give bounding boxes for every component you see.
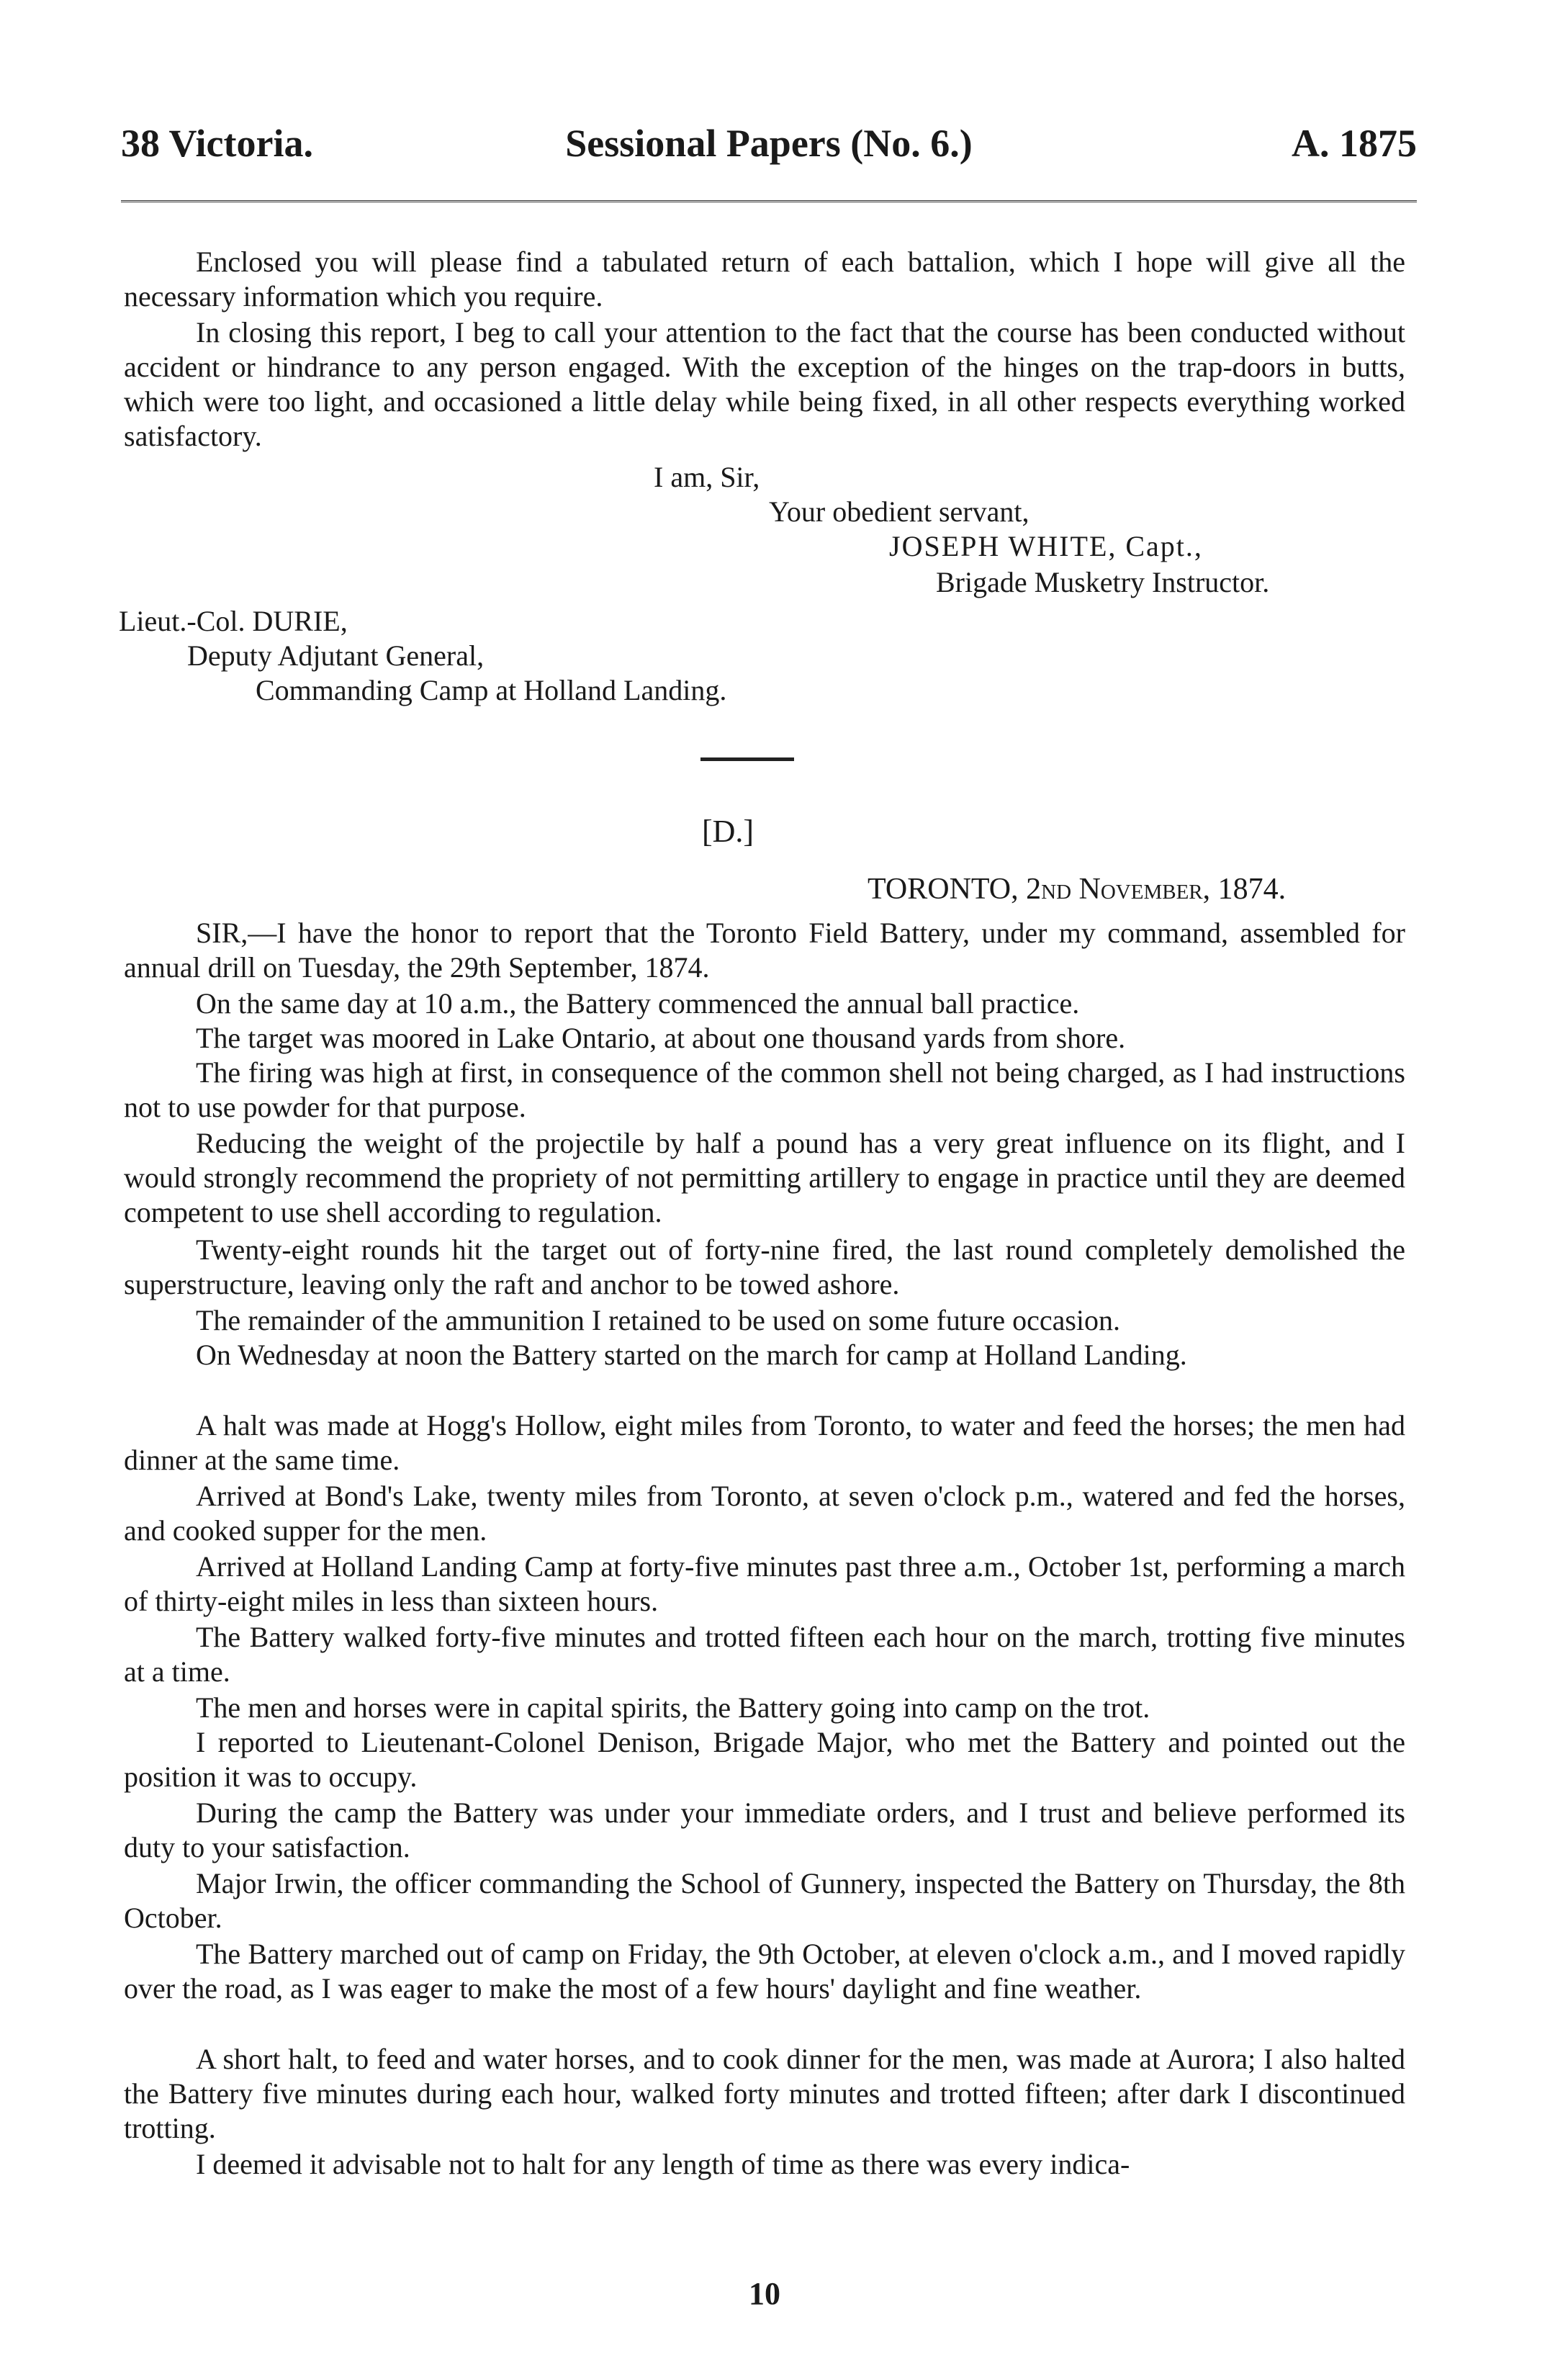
header-title: Sessional Papers (No. 6.) <box>565 122 973 165</box>
addressee-line: Deputy Adjutant General, <box>187 639 485 672</box>
letter2-paragraph: The men and horses were in capital spirits, the Battery going into camp on the trot. <box>196 1691 1150 1724</box>
letter2-paragraph: Major Irwin, the officer commanding the School of Gunnery, inspected the Battery on Thursday, the 8th October. <box>124 1867 1405 1934</box>
letter2-paragraph: I reported to Lieutenant-Colonel Denison, Brigade Major, who met the Battery and pointed out the position it was to occupy. <box>124 1726 1405 1793</box>
letter2-opening: —I have the honor to report that the Toronto Field Battery, under my command, assembled for annual drill on Tuesday, the 29th September, 1874. <box>124 917 1405 984</box>
letter1-paragraph: Enclosed you will please find a tabulated return of each battalion, which I hope will give all the necessary information which you require. <box>124 246 1405 312</box>
letter2-paragraph: Arrived at Holland Landing Camp at forty-five minutes past three a.m., October 1st, performing a march of thirty-eight miles in less than sixteen hours. <box>124 1550 1405 1617</box>
letter2-paragraph: The Battery walked forty-five minutes and trotted fifteen each hour on the march, trotting five minutes at a time. <box>124 1621 1405 1688</box>
signature-title: Brigade Musketry Instructor. <box>936 566 1270 598</box>
salutation: SIR, <box>196 917 248 949</box>
letter2-paragraph: On the same day at 10 a.m., the Battery commenced the annual ball practice. <box>196 987 1080 1020</box>
closing-line: Your obedient servant, <box>769 495 1029 528</box>
letter2-paragraph: Arrived at Bond's Lake, twenty miles from Toronto, at seven o'clock p.m., watered and fed the horses, and cooked supper for the men. <box>124 1480 1405 1547</box>
letter2-paragraph <box>124 916 1405 985</box>
page-number: 10 <box>749 2276 780 2311</box>
section-divider <box>700 757 794 761</box>
running-header <box>121 121 1417 171</box>
addressee-line: Lieut.-Col. DURIE, <box>119 605 348 637</box>
letter2-paragraph: The firing was high at first, in consequence of the common shell not being charged, as I had instructions not to use powder for that purpose. <box>124 1056 1405 1123</box>
letter2-paragraph: The Battery marched out of camp on Friday, the 9th October, at eleven o'clock a.m., and I moved rapidly over the road, as I was eager to make the most of a few hours' daylight and fine weather. <box>124 1938 1405 2005</box>
header-year: A. 1875 <box>1292 122 1417 165</box>
section-label: [D.] <box>702 814 754 849</box>
signature: JOSEPH WHITE, Capt., <box>889 530 1203 562</box>
addressee-line: Commanding Camp at Holland Landing. <box>256 674 727 706</box>
letter2-paragraph: A short halt, to feed and water horses, and to cook dinner for the men, was made at Aurora; I also halted the Battery five minutes during each hour, walked forty minutes and trotted fifteen; after dark I discontinued trotting. <box>124 2043 1405 2144</box>
dateline: TORONTO, 2nd November, 1874. <box>868 873 1287 906</box>
letter2-paragraph: The remainder of the ammunition I retained to be used on some future occasion. <box>196 1304 1121 1336</box>
letter1-paragraph: In closing this report, I beg to call your attention to the fact that the course has been conducted without accident or hindrance to any person engaged. With the exception of the hinges on the trap-doors in butts, which were too light, and occasioned a little delay while being fixed, in all other respects everything worked satisfactory. <box>124 316 1405 452</box>
letter2-paragraph: The target was moored in Lake Ontario, at about one thousand yards from shore. <box>196 1022 1126 1054</box>
letter2-paragraph: On Wednesday at noon the Battery started on the march for camp at Holland Landing. <box>196 1339 1187 1371</box>
letter2-paragraph: I deemed it advisable not to halt for any length of time as there was every indica- <box>196 2148 1130 2180</box>
header-session: 38 Victoria. <box>121 122 313 165</box>
letter2-paragraph: A halt was made at Hogg's Hollow, eight miles from Toronto, to water and feed the horses; the men had dinner at the same time. <box>124 1409 1405 1476</box>
header-rule <box>121 200 1417 205</box>
letter2-paragraph: Twenty-eight rounds hit the target out of forty-nine fired, the last round completely demolished the superstructure, leaving only the raft and anchor to be towed ashore. <box>124 1233 1405 1300</box>
closing-line: I am, Sir, <box>654 461 760 493</box>
letter2-paragraph: During the camp the Battery was under your immediate orders, and I trust and believe performed its duty to your satisfaction. <box>124 1796 1405 1863</box>
letter2-paragraph: Reducing the weight of the projectile by half a pound has a very great influence on its flight, and I would strongly recommend the propriety of not permitting artillery to engage in practice until they are deemed competent to use shell according to regulation. <box>124 1127 1405 1228</box>
